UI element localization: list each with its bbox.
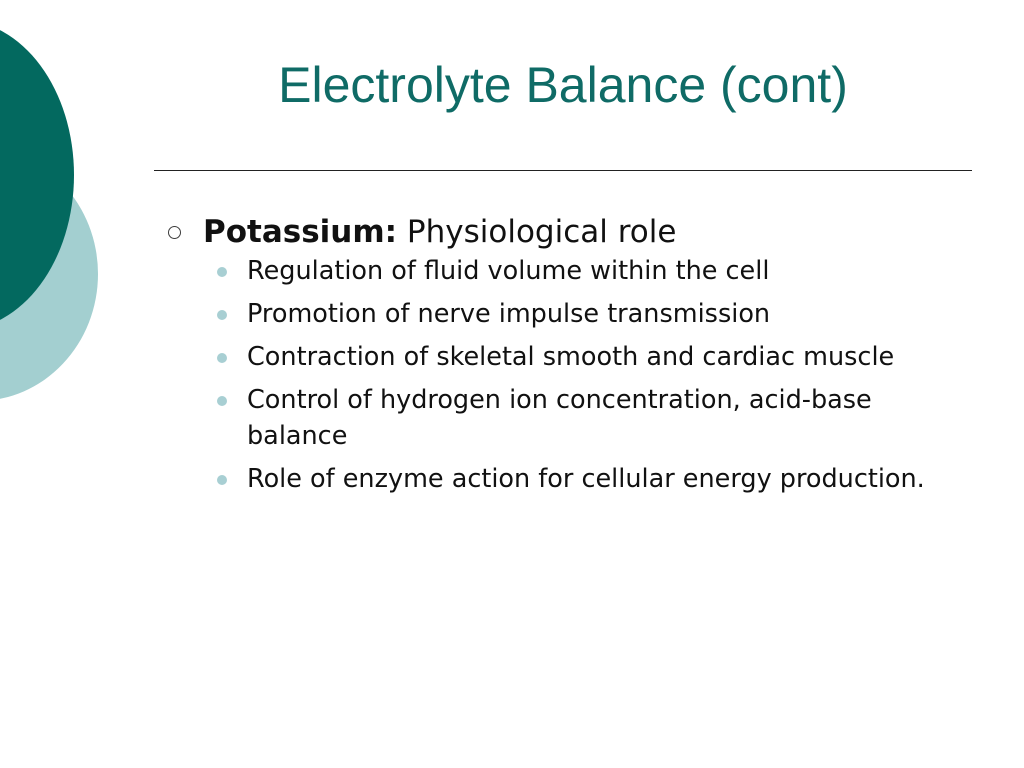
sub-point-item xyxy=(165,382,945,454)
sub-point-item xyxy=(165,461,945,497)
sub-point-text: Contraction of skeletal smooth and cardiac muscle xyxy=(247,342,895,372)
main-point-text: Physiological role xyxy=(397,214,677,250)
sub-point-text: Promotion of nerve impulse transmission xyxy=(247,299,771,329)
filled-dot-bullet-icon xyxy=(217,310,227,320)
filled-dot-bullet-icon xyxy=(217,396,227,406)
slide-content xyxy=(165,212,945,504)
hollow-circle-bullet-icon xyxy=(168,226,181,239)
filled-dot-bullet-icon xyxy=(217,267,227,277)
sub-point-text: Regulation of fluid volume within the cell xyxy=(247,256,770,286)
title-divider xyxy=(154,170,972,171)
sub-point-text: Role of enzyme action for cellular energy production. xyxy=(247,464,925,494)
sub-point-text: Control of hydrogen ion concentration, acid-base balance xyxy=(247,385,872,451)
slide-title: Electrolyte Balance (cont) xyxy=(278,57,848,113)
filled-dot-bullet-icon xyxy=(217,475,227,485)
filled-dot-bullet-icon xyxy=(217,353,227,363)
main-point-label: Potassium: xyxy=(203,214,398,250)
main-bullet-point xyxy=(165,212,945,252)
sub-point-list xyxy=(165,253,945,497)
sub-point-item xyxy=(165,339,945,375)
sub-point-item xyxy=(165,296,945,332)
sub-point-item xyxy=(165,253,945,289)
